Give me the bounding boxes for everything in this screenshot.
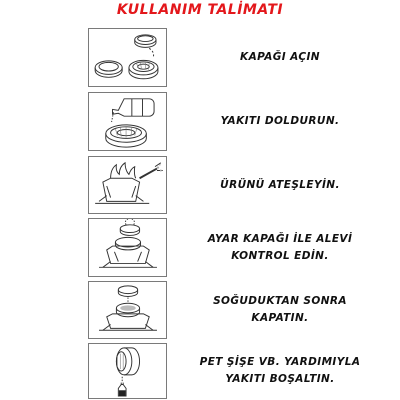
step-panel: [88, 218, 167, 277]
open-lid-icon: [89, 29, 166, 86]
step-adjust-flame: [88, 218, 388, 277]
step-caption: YAKITI DOLDURUN.: [220, 115, 340, 127]
adjust-flame-icon: [89, 219, 166, 276]
step-caption: PET ŞİŞE VB. YARDIMIYLA YAKITI BOŞALTIN.: [199, 356, 361, 385]
step-panel: [88, 281, 167, 339]
step-panel: [88, 156, 167, 214]
step-fill-fuel: [88, 92, 388, 151]
step-caption: SOĞUDUKTAN SONRA KAPATIN.: [213, 295, 347, 324]
step-panel: [88, 343, 167, 399]
close-lid-icon: [89, 282, 166, 338]
step-ignite: [88, 156, 388, 214]
step-caption: ÜRÜNÜ ATEŞLEYİN.: [220, 178, 340, 191]
step-open-lid: [88, 28, 388, 87]
step-empty-fuel: [88, 343, 388, 399]
page-title: KULLANIM TALİMATI: [116, 2, 284, 18]
empty-fuel-icon: [89, 344, 166, 398]
step-close-lid: [88, 281, 388, 339]
ignite-icon: [89, 157, 166, 213]
step-panel: [88, 92, 167, 151]
step-caption: KAPAĞI AÇIN: [240, 51, 320, 63]
fill-fuel-icon: [89, 93, 166, 150]
step-panel: [88, 28, 167, 87]
step-caption: AYAR KAPAĞI İLE ALEVİ KONTROL EDİN.: [207, 232, 353, 262]
